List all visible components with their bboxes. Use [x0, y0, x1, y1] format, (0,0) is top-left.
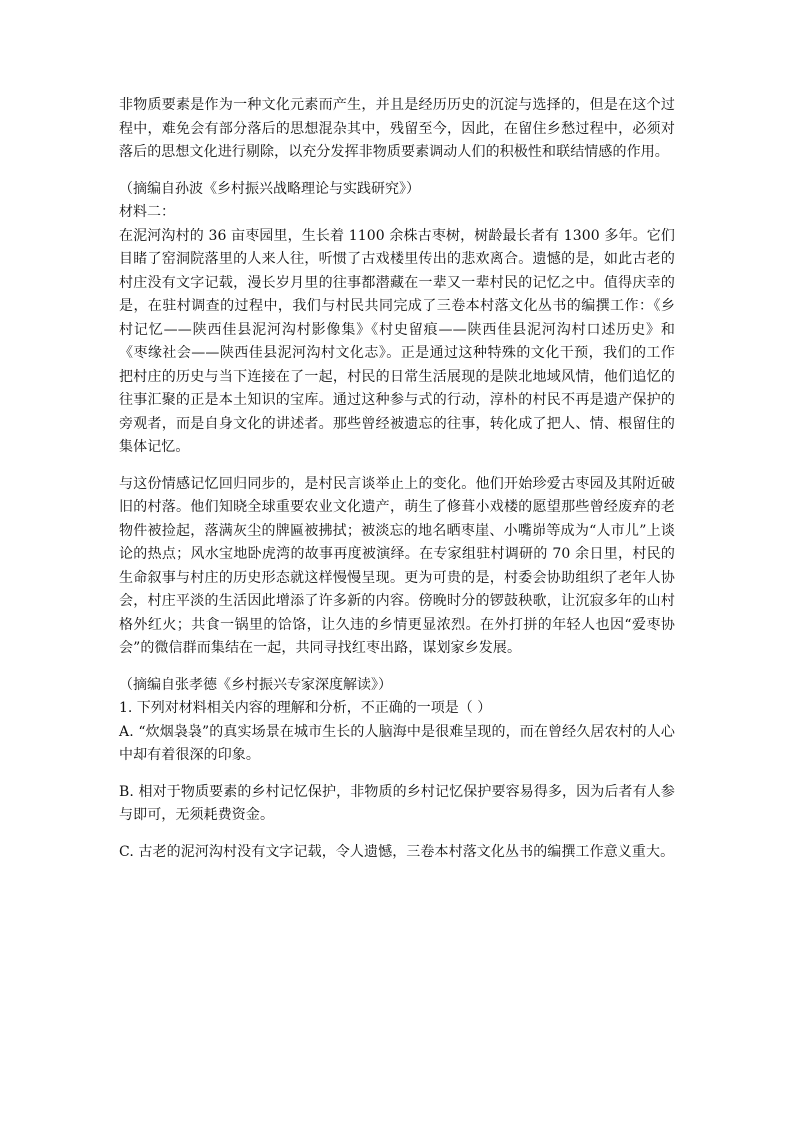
source-citation-2: （摘编自张孝德《乡村振兴专家深度解读》）: [119, 676, 392, 693]
material-two-heading: 材料二：: [119, 204, 175, 220]
option-a: A. “炊烟袅袅”的真实场景在城市生长的人脑海中是很难呈现的，而在曾经久居农村的人心中却有着很深的印象。: [119, 723, 675, 763]
paragraph-villager-changes: 与这份情感记忆回归同步的，是村民言谈举止上的变化。他们开始珍爱古枣园及其附近破旧的村落。他们知晓全球重要农业文化遗产，萌生了修葺小戏楼的愿望那些曾经废弃的老物件被捡起，落满灰尘的牌匾被拂拭；被淡忘的地名晒枣崖、小嘴峁等成为“人市儿”上谈论的热点；风水宝地卧虎湾的故事再度被演绎。在专家组驻村调研的 70 余日里，村民的生命叙事与村庄的历史形态就这样慢慢呈现。更为可贵的是，村委会协助组织了老年人协会，村庄平淡的生活因此增添了许多新的内容。傍晚时分的锣鼓秧歌，让沉寂多年的山村格外红火；共食一锅里的饸饹，让久违的乡情更显浓烈。在外打拼的年轻人也因“爱枣协会”的微信群而集结在一起，共同寻找红枣出路，谋划家乡发展。: [119, 475, 675, 656]
question-1: 1. 下列对材料相关内容的理解和分析，不正确的一项是（ ）: [119, 700, 492, 716]
option-c: C. 古老的泥河沟村没有文字记载，令人遗憾，三卷本村落文化丛书的编撰工作意义重大。: [119, 843, 675, 860]
paragraph-intangible-elements: 非物质要素是作为一种文化元素而产生，并且是经历历史的沉淀与选择的，但是在这个过程中，难免会有部分落后的思想混杂其中，残留至今，因此，在留住乡愁过程中，必须对落后的思想文化进行剔除，以充分发挥非物质要素调动人们的积极性和联结情感的作用。: [119, 97, 675, 160]
option-b: B. 相对于物质要素的乡村记忆保护，非物质的乡村记忆保护要容易得多，因为后者有人参与即可，无须耗费资金。: [119, 783, 675, 823]
source-citation-1: （摘编自孙波《乡村振兴战略理论与实践研究》）: [119, 180, 420, 197]
paragraph-nihegou-village: 在泥河沟村的 36 亩枣园里，生长着 1100 余株古枣树，树龄最长者有 1300 多年。它们目睹了窑洞院落里的人来人往，听惯了古戏楼里传出的悲欢离合。遗憾的是，如此古老的村庄没有文字记载，漫长岁月里的往事都潜藏在一辈又一辈村民的记忆之中。值得庆幸的是，在驻村调查的过程中，我们与村民共同完成了三卷本村落文化丛书的编撰工作：《乡村记忆——陕西佳县泥河沟村影像集》《村史留痕——陕西佳县泥河沟村口述历史》和《枣缘社会——陕西佳县泥河沟村文化志》。正是通过这种特殊的文化干预，我们的工作把村庄的历史与当下连接在了一起，村民的日常生活展现的是陕北地域风情，他们追忆的往事汇聚的正是本土知识的宝库。通过这种参与式的行动，淳朴的村民不再是遗产保护的旁观者，而是自身文化的讲述者。那些曾经被遗忘的往事，转化成了把人、情、根留住的集体记忆。: [119, 227, 675, 455]
document-body: [119, 94, 675, 877]
